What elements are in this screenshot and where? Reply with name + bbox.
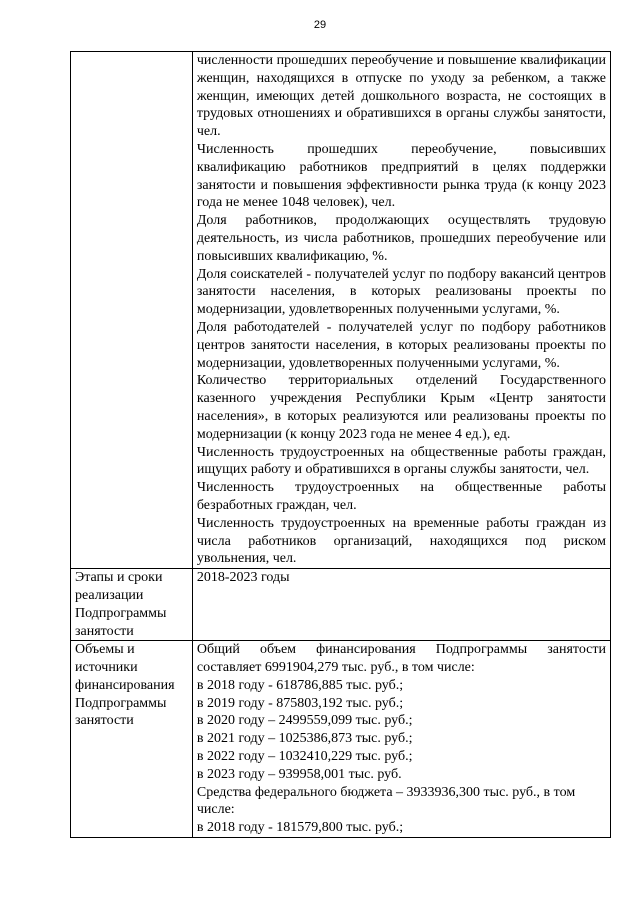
page-number: 29: [313, 19, 327, 31]
table-row-funding: [71, 641, 611, 838]
program-passport-table: [70, 51, 611, 838]
funding-line: в 2018 году - 181579,800 тыс. руб.;: [196, 820, 404, 836]
funding-line: в 2022 году – 1032410,229 тыс. руб.;: [196, 749, 413, 765]
row-label: Объемы и источники финансирования Подпрограммы занятости: [71, 641, 193, 838]
indicator-paragraph: Численность прошедших переобучение, повысивших квалификацию работников предприятий в целях поддержки занятости и повышения эффективности рынка труда (к концу 2023 года не менее 1048 человек), чел.: [196, 141, 606, 211]
indicator-paragraph: Доля работников, продолжающих осуществлять трудовую деятельность, из числа работников, прошедших переобучение или повысивших квалификацию, %.: [196, 213, 606, 264]
table-row-stages: [71, 569, 611, 641]
indicator-paragraph: Численность трудоустроенных на временные работы граждан из числа работников организаций, находящихся под риском увольнения, чел.: [196, 515, 606, 567]
row-content: [192, 52, 610, 569]
table-row-indicators: [71, 52, 611, 569]
indicator-paragraph: численности прошедших переобучение и повышение квалификации женщин, находящихся в отпуске по уходу за ребенком, а также женщин, имеющих детей дошкольного возраста, не состоящих в трудовых отношениях и обратившихся в органы службы занятости, чел.: [196, 53, 606, 140]
row-content: [192, 641, 610, 838]
funding-line: в 2023 году – 939958,001 тыс. руб.: [196, 766, 402, 782]
funding-paragraph: Общий объем финансирования Подпрограммы занятости составляет 6991904,279 тыс. руб., в том числе:: [196, 642, 606, 676]
row-label: Этапы и сроки реализации Подпрограммы занятости: [71, 569, 193, 641]
funding-line: в 2021 году – 1025386,873 тыс. руб.;: [196, 731, 413, 747]
funding-line: в 2018 году - 618786,885 тыс. руб.;: [196, 677, 404, 693]
indicator-paragraph: Количество территориальных отделений Государственного казенного учреждения Республики Крым «Центр занятости населения», в которых реализуются или реализованы проекты по модернизации (к концу 2023 года не менее 4 ед.), ед.: [196, 373, 606, 442]
indicator-paragraph: Доля соискателей - получателей услуг по подбору вакансий центров занятости населения, в которых реализованы проекты по модернизации, удовлетворенных полученными услугами, %.: [196, 266, 606, 318]
indicator-paragraph: Доля работодателей - получателей услуг по подбору работников центров занятости населения, в которых реализованы проекты по модернизации, удовлетворенных полученными услугами, %.: [196, 319, 606, 371]
funding-line: в 2019 году - 875803,192 тыс. руб.;: [196, 695, 404, 711]
funding-line: в 2020 году – 2499559,099 тыс. руб.;: [196, 713, 413, 729]
row-label: [71, 52, 193, 569]
row-content: [192, 569, 610, 641]
stages-text: 2018-2023 годы: [196, 570, 290, 586]
indicator-paragraph: Численность трудоустроенных на общественные работы безработных граждан, чел.: [196, 480, 606, 513]
funding-paragraph: Средства федерального бюджета – 3933936,300 тыс. руб., в том числе:: [196, 784, 576, 818]
indicator-paragraph: Численность трудоустроенных на общественные работы граждан, ищущих работу и обратившихся в органы службы занятости, чел.: [196, 444, 606, 478]
